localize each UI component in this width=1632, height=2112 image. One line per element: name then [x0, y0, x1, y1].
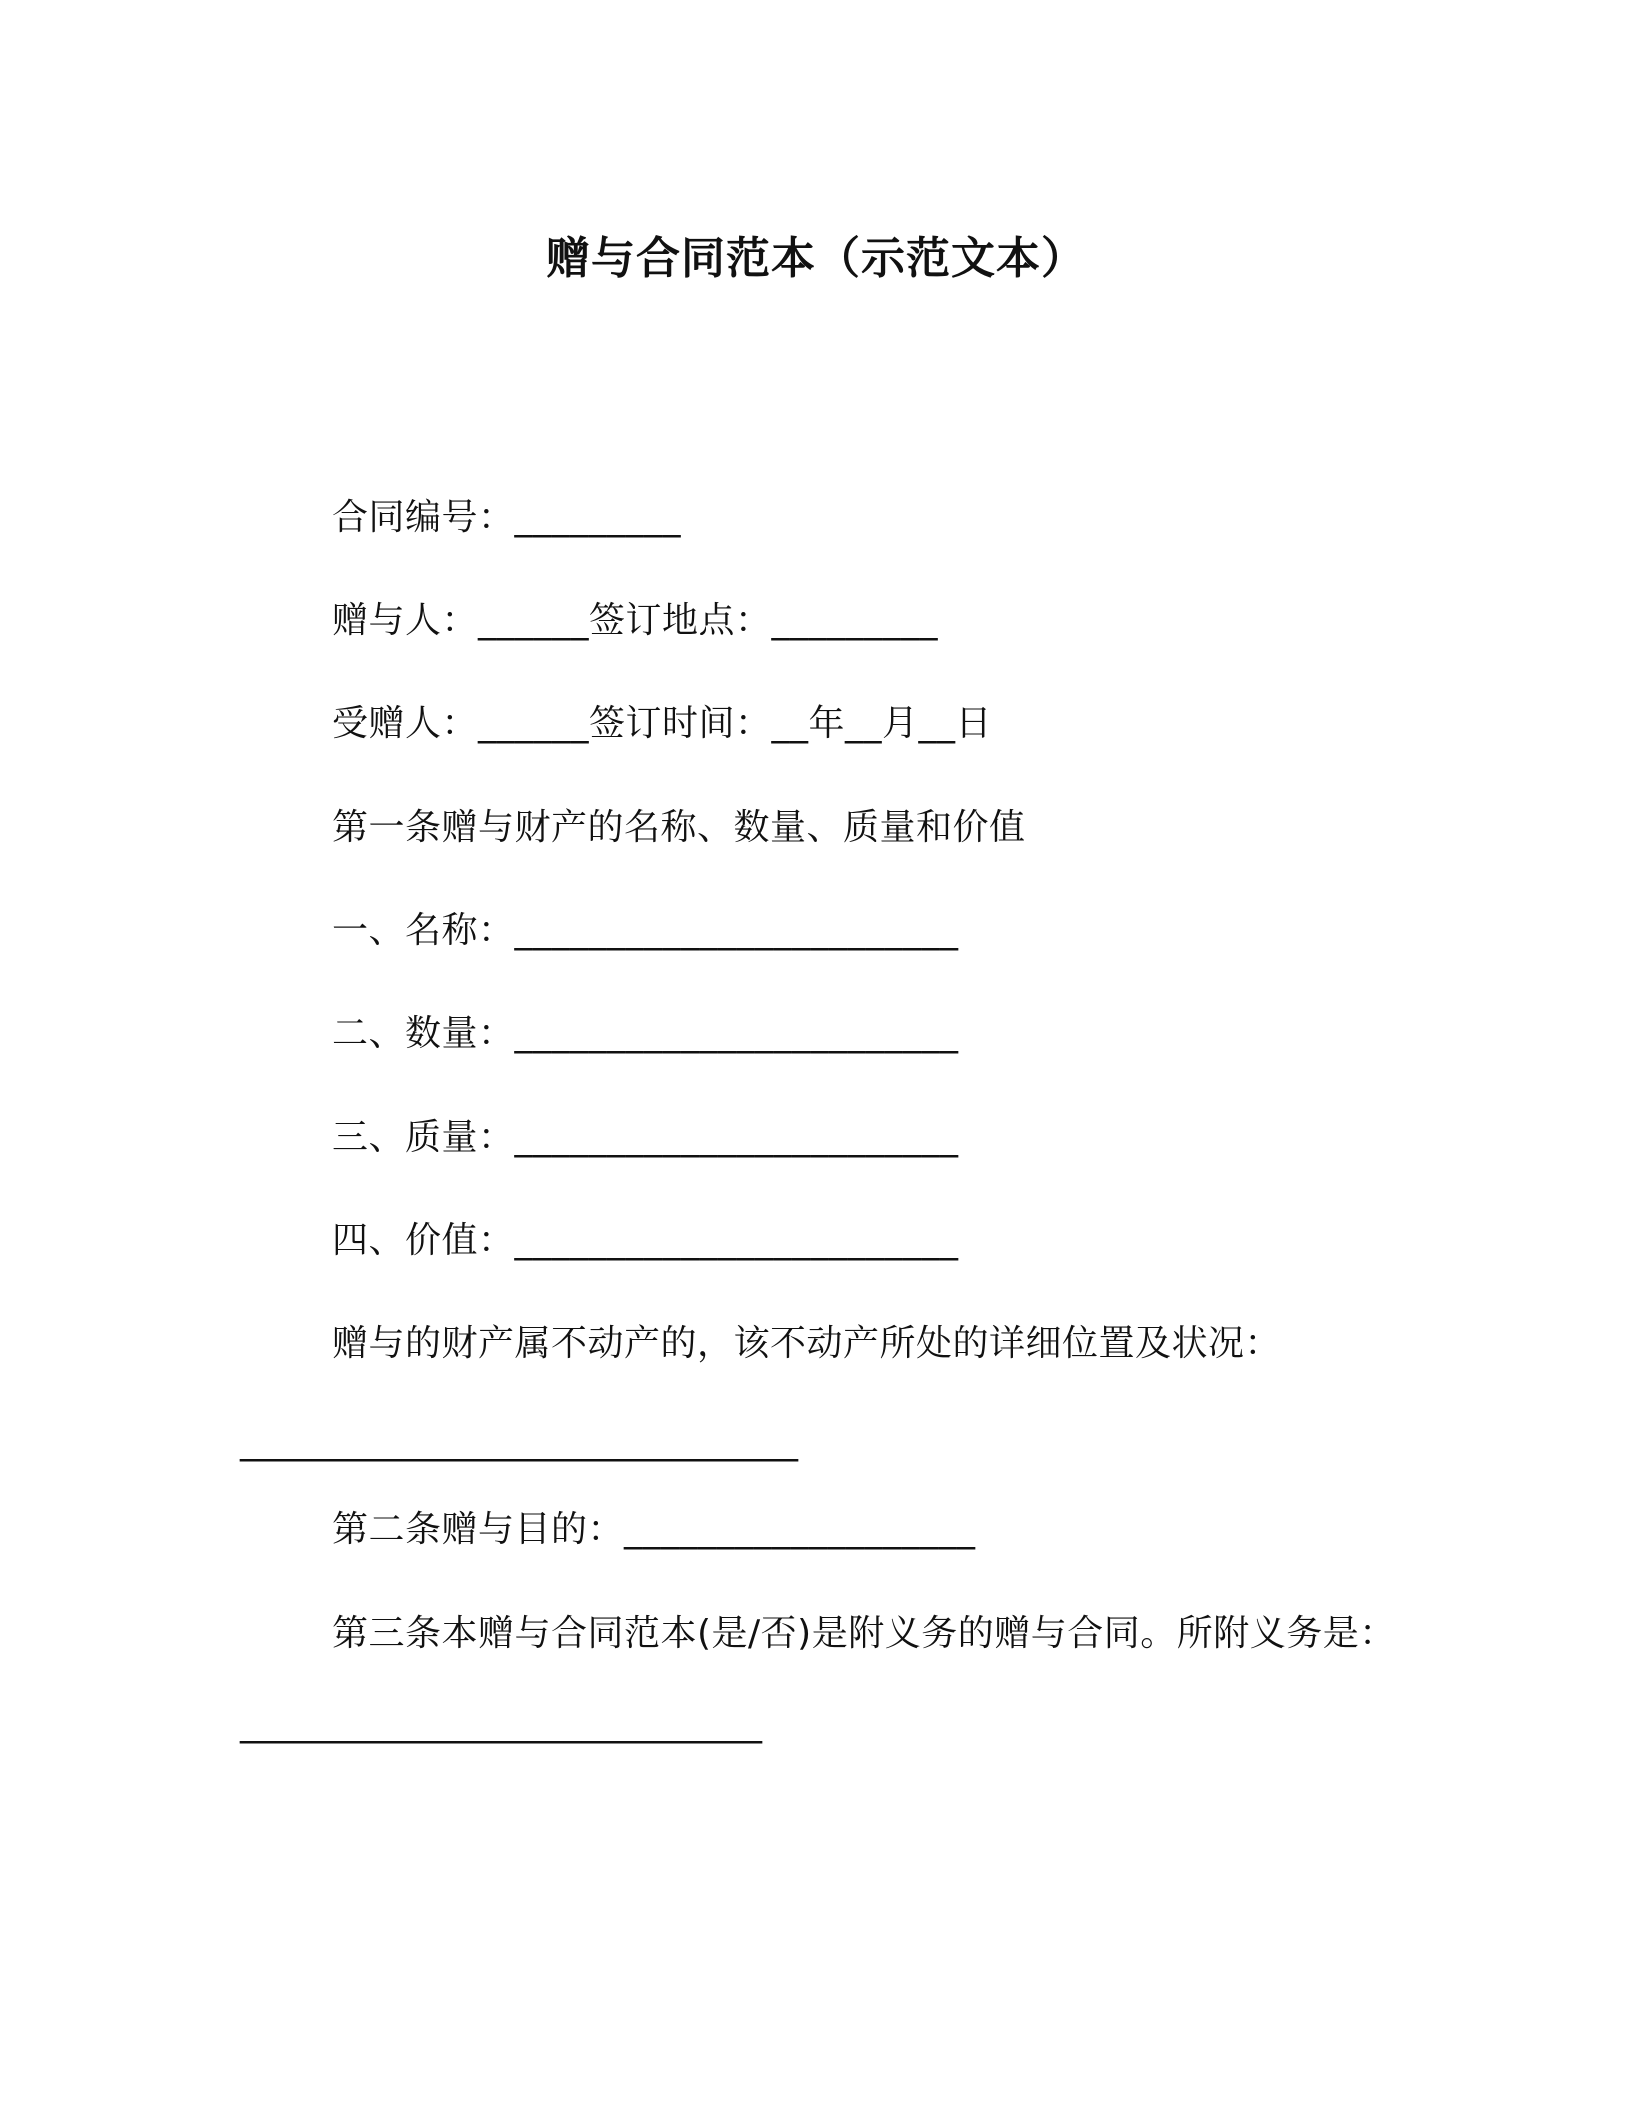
- item-value-line: 四、价值：________________________: [332, 1220, 959, 1261]
- article-three-paragraph: 第三条本赠与合同范本(是/否)是附义务的赠与合同。所附义务是：: [332, 1613, 1396, 1654]
- document-title: 赠与合同范本（示范文本）: [546, 233, 1086, 284]
- real-estate-paragraph: 赠与的财产属不动产的，该不动产所处的详细位置及状况：: [332, 1323, 1282, 1364]
- item-name-line: 一、名称：________________________: [332, 910, 959, 951]
- real-estate-blank: _______________________________: [240, 1421, 798, 1462]
- article-two-line: 第二条赠与目的：___________________: [332, 1509, 976, 1550]
- obligation-blank: _____________________________: [240, 1703, 762, 1744]
- article-one-heading: 第一条赠与财产的名称、数量、质量和价值: [332, 807, 1026, 848]
- contract-number-line: 合同编号：_________: [332, 497, 682, 538]
- item-quality-line: 三、质量：________________________: [332, 1117, 959, 1158]
- donor-line: 赠与人：______签订地点：_________: [332, 600, 939, 641]
- item-quantity-line: 二、数量：________________________: [332, 1013, 959, 1054]
- donee-line: 受赠人：______签订时间：__年__月__日: [332, 703, 993, 744]
